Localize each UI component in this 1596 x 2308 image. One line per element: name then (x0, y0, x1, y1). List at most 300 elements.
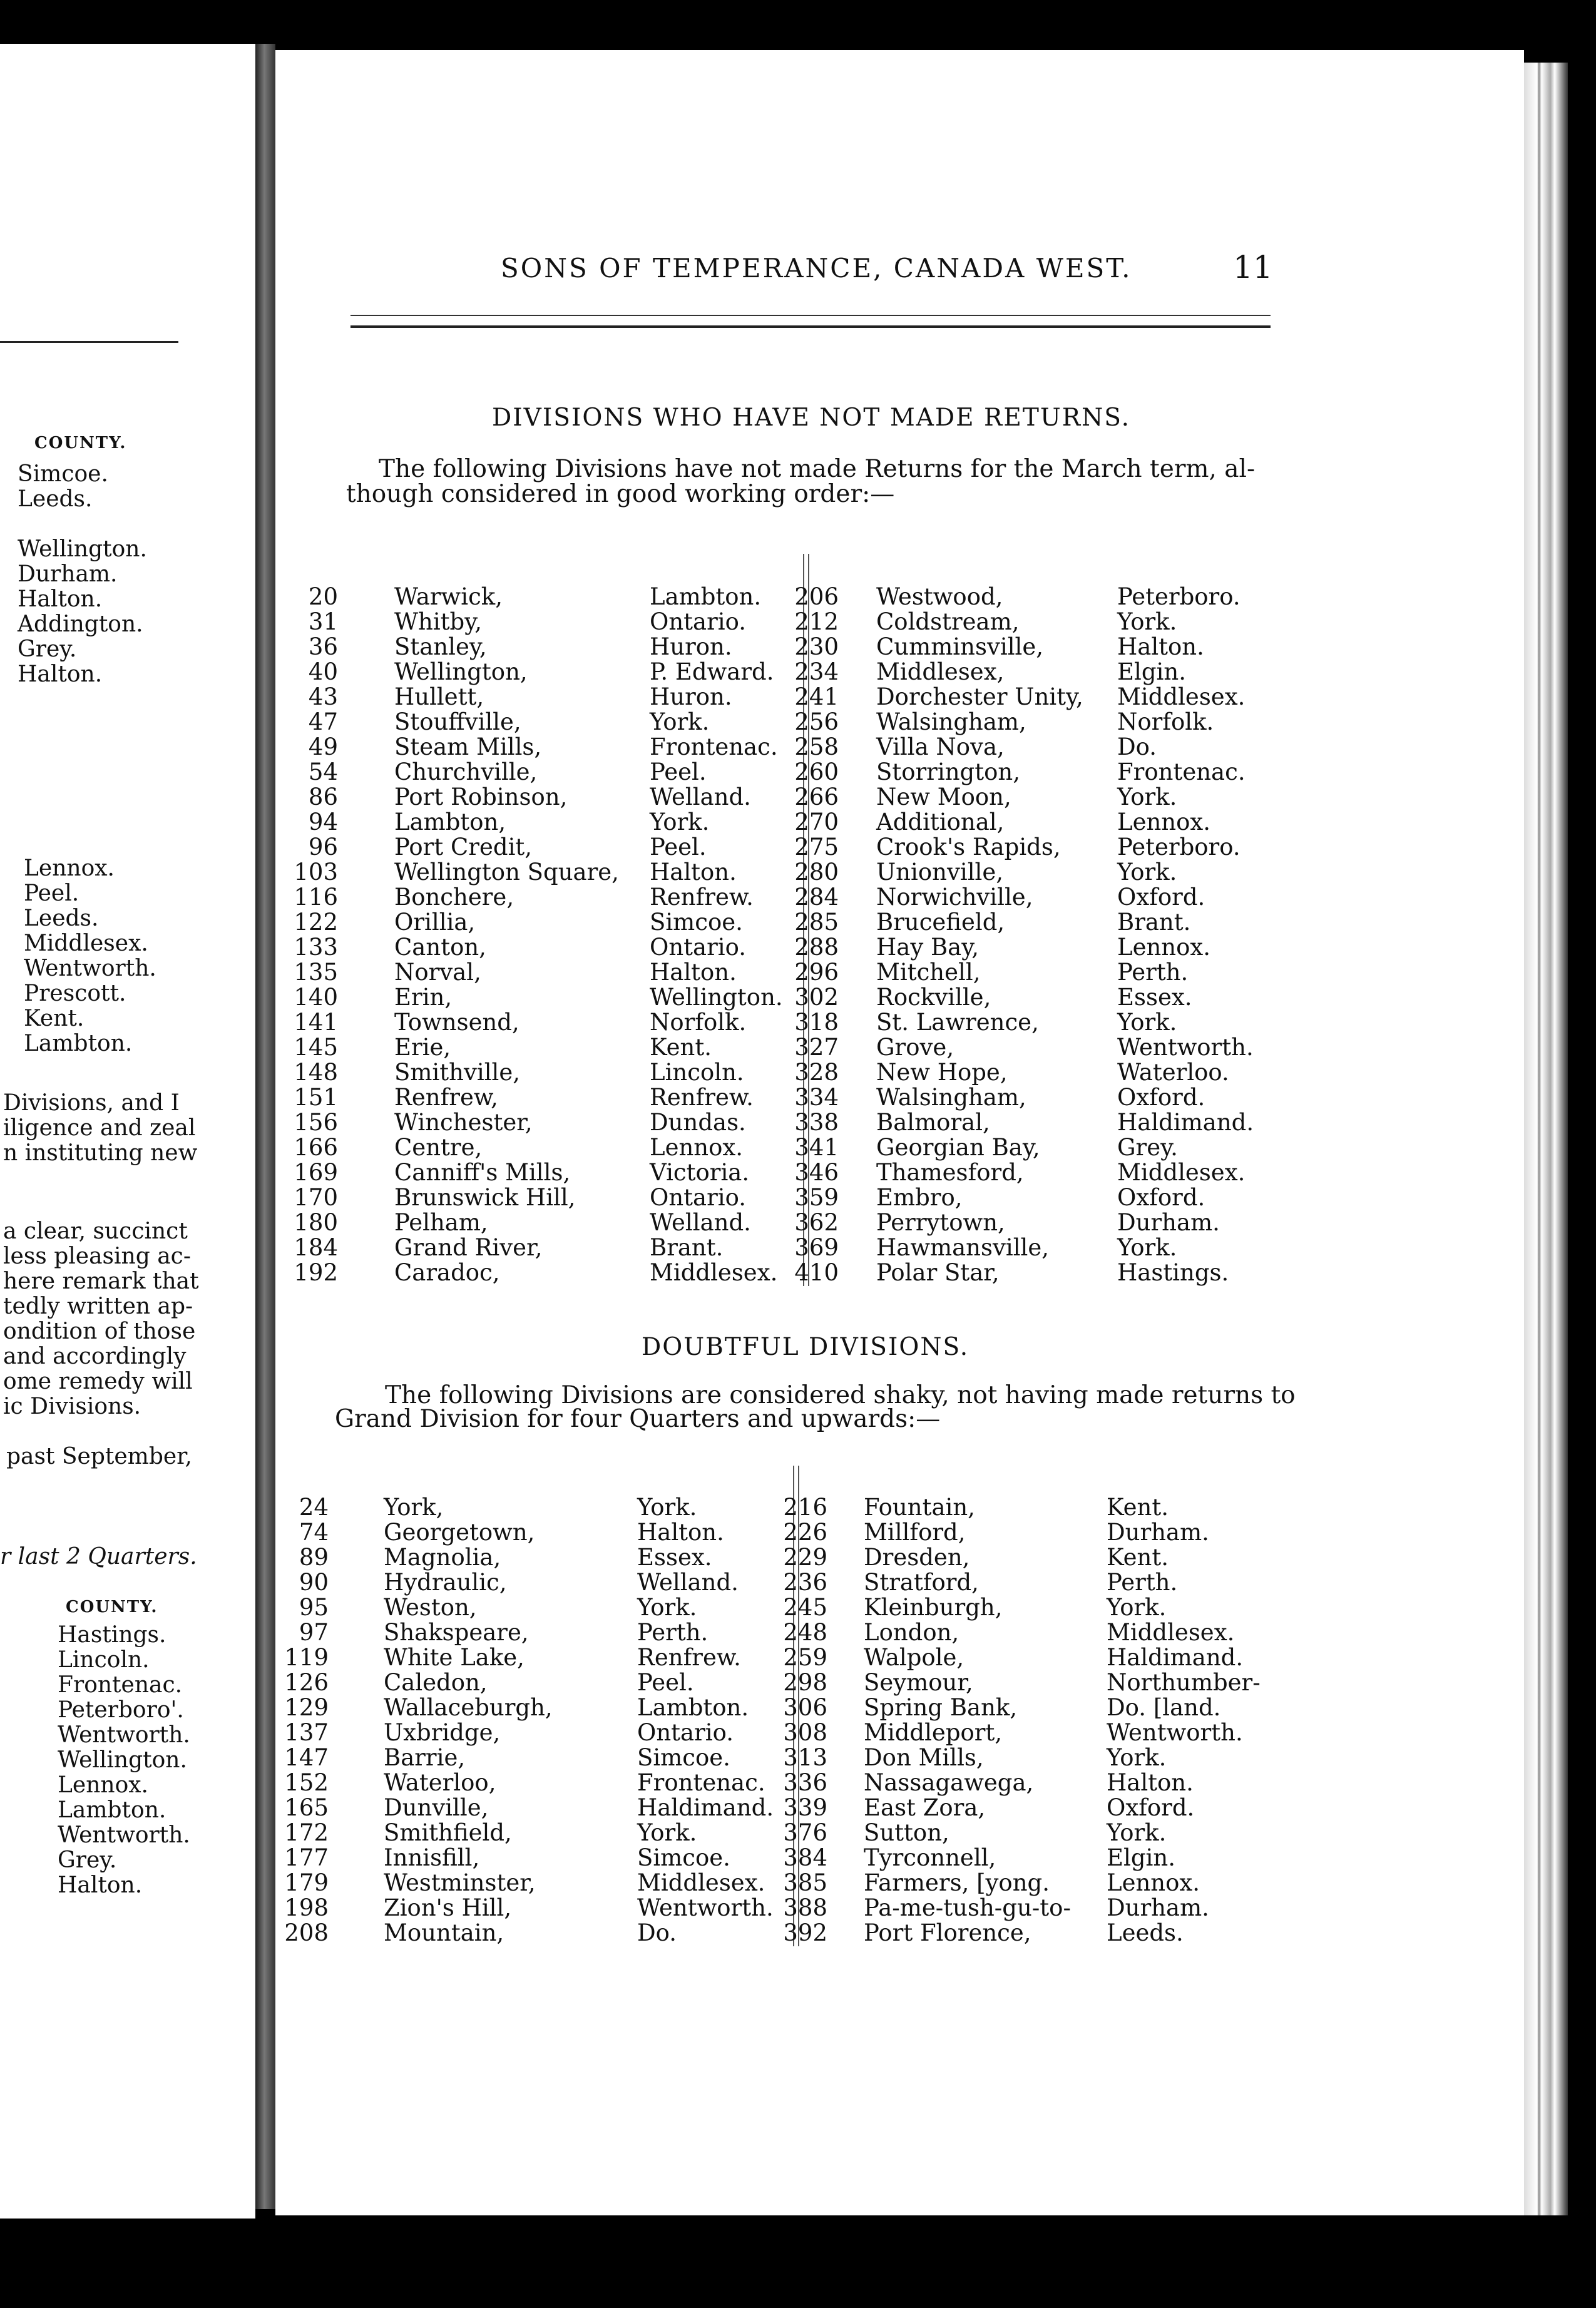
division-county: Perth. (637, 1619, 708, 1646)
division-county: Norfolk. (650, 1009, 747, 1036)
division-number: 43 (308, 683, 338, 710)
table-row (275, 585, 1524, 610)
division-name: Kleinburgh, (864, 1594, 1003, 1621)
division-name: Norval, (394, 959, 481, 986)
division-name: Millford, (864, 1519, 966, 1546)
division-county: Lincoln. (650, 1059, 744, 1086)
division-number: 129 (284, 1694, 329, 1721)
division-county: Lambton. (637, 1694, 749, 1721)
text-line: past September, (6, 1444, 192, 1469)
division-name: Villa Nova, (876, 733, 1005, 760)
division-county: Renfrew. (637, 1644, 741, 1671)
division-number: 40 (308, 658, 338, 685)
division-number: 385 (783, 1869, 827, 1896)
division-county: Middlesex. (1107, 1619, 1235, 1646)
division-name: Norwichville, (876, 884, 1033, 911)
section-title-doubtful: DOUBTFUL DIVISIONS. (642, 1333, 969, 1361)
division-name: Walsingham, (876, 708, 1026, 735)
division-county: York. (637, 1819, 697, 1846)
division-county: Hastings. (1117, 1259, 1229, 1286)
header-rule-thick (350, 325, 1271, 328)
division-county: Ontario. (650, 608, 746, 635)
division-name: Sutton, (864, 1819, 949, 1846)
division-number: 359 (794, 1184, 839, 1211)
division-county: Lennox. (650, 1134, 744, 1161)
header-rule-thin (350, 315, 1271, 316)
division-name: York, (384, 1494, 444, 1521)
division-county: Wentworth. (1107, 1719, 1243, 1746)
division-name: Erie, (394, 1034, 451, 1061)
division-number: 376 (783, 1819, 827, 1846)
division-county: Huron. (650, 683, 732, 710)
division-county: Halton. (650, 859, 737, 886)
division-number: 166 (294, 1134, 338, 1161)
division-name: White Lake, (384, 1644, 524, 1671)
table-row (275, 1671, 1524, 1696)
division-number: 236 (783, 1569, 827, 1596)
division-county: Haldimand. (1107, 1644, 1244, 1671)
division-name: Storrington, (876, 758, 1020, 785)
county-entry: Halton. (18, 586, 103, 612)
table-row (275, 1921, 1524, 1946)
division-name: Brunswick Hill, (394, 1184, 576, 1211)
division-name: Whitby, (394, 608, 482, 635)
county-entry: Leeds. (24, 906, 99, 931)
division-name: Wellington Square, (394, 859, 619, 886)
division-number: 54 (308, 758, 338, 785)
division-county: Middlesex. (650, 1259, 778, 1286)
division-number: 151 (294, 1084, 338, 1111)
division-name: Magnolia, (384, 1544, 501, 1571)
division-county: Norfolk. (1117, 708, 1214, 735)
division-county: Grey. (1117, 1134, 1178, 1161)
table-row (275, 760, 1524, 785)
division-number: 169 (294, 1159, 338, 1186)
table-row (275, 735, 1524, 760)
division-name: Zion's Hill, (384, 1894, 512, 1921)
division-name: Thamesford, (876, 1159, 1024, 1186)
division-county: Frontenac. (1117, 758, 1246, 785)
division-name: Shakspeare, (384, 1619, 529, 1646)
division-number: 86 (308, 784, 338, 810)
division-name: Perrytown, (876, 1209, 1005, 1236)
division-number: 258 (794, 733, 839, 760)
book-gutter (255, 44, 275, 2209)
division-county: Renfrew. (650, 1084, 754, 1111)
division-name: Farmers, [yong. (864, 1869, 1050, 1896)
division-number: 284 (794, 884, 839, 911)
division-number: 31 (308, 608, 338, 635)
division-county: York. (1107, 1744, 1167, 1771)
division-county: Durham. (1117, 1209, 1220, 1236)
division-number: 179 (284, 1869, 329, 1896)
division-name: Wellington, (394, 658, 528, 685)
division-county: Lennox. (1117, 934, 1211, 961)
table-row (275, 685, 1524, 710)
division-number: 137 (284, 1719, 329, 1746)
division-county: York. (1107, 1594, 1167, 1621)
county-entry: Prescott. (24, 981, 126, 1006)
county-entry: Lambton. (24, 1031, 133, 1056)
table-row (275, 1036, 1524, 1061)
text-line: ondition of those (3, 1319, 196, 1344)
section2-intro-line2: Grand Division for four Quarters and upwards:— (335, 1405, 941, 1433)
county-header: COUNTY. (66, 1598, 158, 1616)
division-name: Lambton, (394, 809, 506, 835)
text-line: tedly written ap- (3, 1294, 193, 1319)
table-row (275, 1771, 1524, 1796)
division-name: Caradoc, (394, 1259, 500, 1286)
division-number: 147 (284, 1744, 329, 1771)
county-entry: Wentworth. (58, 1822, 190, 1848)
table-row (275, 835, 1524, 860)
table-row (275, 1721, 1524, 1746)
division-county: York. (1117, 859, 1177, 886)
text-line: less pleasing ac- (3, 1243, 191, 1269)
division-name: London, (864, 1619, 959, 1646)
division-county: Oxford. (1117, 884, 1205, 911)
division-name: Centre, (394, 1134, 483, 1161)
county-entry: Middlesex. (24, 931, 148, 956)
left-page-rule (0, 341, 178, 343)
table-row (275, 886, 1524, 911)
table-row (275, 1546, 1524, 1571)
division-county: Welland. (650, 784, 751, 810)
division-county: York. (1117, 1009, 1177, 1036)
division-county: Waterloo. (1117, 1059, 1229, 1086)
division-name: Polar Star, (876, 1259, 1000, 1286)
table-row (275, 1696, 1524, 1721)
division-number: 338 (794, 1109, 839, 1136)
division-name: Georgian Bay, (876, 1134, 1040, 1161)
division-county: Haldimand. (1117, 1109, 1254, 1136)
text-line: and accordingly (3, 1344, 187, 1369)
table-row (275, 710, 1524, 735)
division-county: Middlesex. (1117, 683, 1246, 710)
division-number: 103 (294, 859, 338, 886)
division-name: Innisfill, (384, 1844, 480, 1871)
division-county: Lennox. (1107, 1869, 1200, 1896)
division-county: Wentworth. (637, 1894, 774, 1921)
table-row (275, 986, 1524, 1011)
table-row (275, 1521, 1524, 1546)
table-row (275, 1496, 1524, 1521)
division-number: 296 (794, 959, 839, 986)
division-county: Durham. (1107, 1894, 1209, 1921)
division-number: 341 (794, 1134, 839, 1161)
division-county: Leeds. (1107, 1919, 1184, 1946)
table-row (275, 785, 1524, 810)
county-entry: Simcoe. (18, 461, 108, 487)
division-county: Oxford. (1117, 1184, 1205, 1211)
county-entry: Lambton. (58, 1797, 166, 1823)
division-name: Port Credit, (394, 834, 533, 860)
division-number: 334 (794, 1084, 839, 1111)
division-name: Waterloo, (384, 1769, 496, 1796)
county-entry: Hastings. (58, 1622, 166, 1648)
division-county: Oxford. (1107, 1794, 1195, 1821)
table-row (275, 1061, 1524, 1086)
division-number: 126 (284, 1669, 329, 1696)
division-name: Walpole, (864, 1644, 964, 1671)
division-number: 216 (783, 1494, 827, 1521)
table-row (275, 810, 1524, 835)
division-name: Smithville, (394, 1059, 521, 1086)
division-name: Mitchell, (876, 959, 981, 986)
division-county: York. (1107, 1819, 1167, 1846)
table-row (275, 1596, 1524, 1621)
county-entry: Addington. (18, 611, 143, 637)
table-row (275, 1186, 1524, 1211)
division-name: Orillia, (394, 909, 476, 936)
page-number: 11 (1233, 249, 1273, 285)
division-number: 36 (308, 633, 338, 660)
division-number: 410 (794, 1259, 839, 1286)
table-row (275, 1846, 1524, 1871)
county-entry: Grey. (58, 1847, 117, 1873)
county-entry: Peel. (24, 881, 79, 906)
division-number: 306 (783, 1694, 827, 1721)
division-county: Ontario. (650, 934, 746, 961)
division-number: 248 (783, 1619, 827, 1646)
division-name: Steam Mills, (394, 733, 542, 760)
division-county: Simcoe. (650, 909, 743, 936)
division-county: Perth. (1117, 959, 1189, 986)
division-number: 192 (294, 1259, 338, 1286)
county-entry: Durham. (18, 561, 118, 587)
division-number: 259 (783, 1644, 827, 1671)
table-row (275, 1111, 1524, 1136)
right-page (275, 50, 1524, 2215)
division-name: Embro, (876, 1184, 963, 1211)
division-county: Wentworth. (1117, 1034, 1254, 1061)
division-name: Smithfield, (384, 1819, 512, 1846)
division-number: 133 (294, 934, 338, 961)
division-name: Rockville, (876, 984, 991, 1011)
division-number: 148 (294, 1059, 338, 1086)
section-title-not-made-returns: DIVISIONS WHO HAVE NOT MADE RETURNS. (492, 404, 1130, 432)
division-county: Oxford. (1117, 1084, 1205, 1111)
division-name: Coldstream, (876, 608, 1020, 635)
text-line: a clear, succinct (3, 1218, 188, 1244)
division-county: Essex. (1117, 984, 1192, 1011)
division-name: Renfrew, (394, 1084, 498, 1111)
table-row (275, 1571, 1524, 1596)
division-number: 288 (794, 934, 839, 961)
division-number: 234 (794, 658, 839, 685)
division-number: 260 (794, 758, 839, 785)
division-name: Cumminsville, (876, 633, 1044, 660)
division-number: 122 (294, 909, 338, 936)
division-county: York. (1117, 608, 1177, 635)
text-line: ic Divisions. (3, 1394, 141, 1419)
table-row (275, 1796, 1524, 1821)
division-name: Don Mills, (864, 1744, 984, 1771)
division-name: Walsingham, (876, 1084, 1026, 1111)
division-county: Peterboro. (1117, 834, 1240, 860)
division-number: 135 (294, 959, 338, 986)
division-number: 89 (299, 1544, 329, 1571)
division-number: 20 (308, 583, 338, 610)
table-row (275, 1821, 1524, 1846)
county-entry: Lincoln. (58, 1647, 150, 1673)
division-number: 369 (794, 1234, 839, 1261)
division-name: Erin, (394, 984, 453, 1011)
county-entry: Halton. (18, 661, 103, 687)
division-county: Peel. (637, 1669, 694, 1696)
division-name: New Hope, (876, 1059, 1008, 1086)
division-name: Dunville, (384, 1794, 489, 1821)
county-entry: Kent. (24, 1006, 84, 1031)
division-number: 308 (783, 1719, 827, 1746)
division-name: East Zora, (864, 1794, 986, 1821)
division-number: 230 (794, 633, 839, 660)
table-row (275, 911, 1524, 936)
division-name: Middleport, (864, 1719, 1003, 1746)
division-number: 47 (308, 708, 338, 735)
table-row (275, 1161, 1524, 1186)
division-county: Do. (637, 1919, 677, 1946)
division-county: Dundas. (650, 1109, 746, 1136)
division-name: Port Florence, (864, 1919, 1031, 1946)
division-number: 96 (308, 834, 338, 860)
division-number: 49 (308, 733, 338, 760)
table-row (275, 1746, 1524, 1771)
division-county: Welland. (637, 1569, 739, 1596)
division-name: Stouffville, (394, 708, 521, 735)
division-name: Mountain, (384, 1919, 504, 1946)
division-county: York. (1117, 1234, 1177, 1261)
division-number: 180 (294, 1209, 338, 1236)
division-number: 74 (299, 1519, 329, 1546)
section2-intro-line1: The following Divisions are considered shaky, not having made returns to (385, 1381, 1296, 1409)
left-page (0, 44, 255, 2219)
division-number: 241 (794, 683, 839, 710)
division-county: Ontario. (637, 1719, 734, 1746)
county-entry: Peterboro'. (58, 1697, 184, 1723)
division-county: Middlesex. (637, 1869, 765, 1896)
division-number: 384 (783, 1844, 827, 1871)
division-county: York. (650, 708, 710, 735)
division-number: 206 (794, 583, 839, 610)
division-name: Bonchere, (394, 884, 514, 911)
page-edges (1524, 63, 1568, 2215)
county-entry: Frontenac. (58, 1672, 183, 1698)
division-number: 140 (294, 984, 338, 1011)
division-number: 24 (299, 1494, 329, 1521)
table-row (275, 860, 1524, 886)
division-county: Lambton. (650, 583, 762, 610)
division-name: Georgetown, (384, 1519, 535, 1546)
division-name: Seymour, (864, 1669, 973, 1696)
division-county: Elgin. (1117, 658, 1186, 685)
table-row (275, 660, 1524, 685)
division-number: 318 (794, 1009, 839, 1036)
division-county: Frontenac. (650, 733, 778, 760)
running-header: SONS OF TEMPERANCE, CANADA WEST. (501, 253, 1132, 283)
division-number: 245 (783, 1594, 827, 1621)
division-number: 90 (299, 1569, 329, 1596)
division-county: Brant. (1117, 909, 1191, 936)
division-county: Brant. (650, 1234, 724, 1261)
text-line: Divisions, and I (3, 1090, 180, 1116)
division-county: Kent. (650, 1034, 712, 1061)
division-number: 198 (284, 1894, 329, 1921)
division-number: 226 (783, 1519, 827, 1546)
table-row (275, 961, 1524, 986)
division-county: Frontenac. (637, 1769, 765, 1796)
division-county: Ontario. (650, 1184, 746, 1211)
division-county: Welland. (650, 1209, 751, 1236)
division-number: 339 (783, 1794, 827, 1821)
table-row (275, 610, 1524, 635)
section1-intro-line1: The following Divisions have not made Returns for the March term, al- (379, 455, 1256, 483)
division-county: York. (637, 1594, 697, 1621)
division-county: Do. (1117, 733, 1157, 760)
division-name: Tyrconnell, (864, 1844, 996, 1871)
division-name: Fountain, (864, 1494, 975, 1521)
division-county: Kent. (1107, 1494, 1169, 1521)
division-county: Wellington. (650, 984, 783, 1011)
division-number: 298 (783, 1669, 827, 1696)
division-county: Do. [land. (1107, 1694, 1221, 1721)
county-entry: Wellington. (18, 536, 147, 562)
table-row (275, 1621, 1524, 1646)
division-number: 184 (294, 1234, 338, 1261)
section1-intro-line2: though considered in good working order:— (346, 480, 895, 508)
county-entry: Lennox. (24, 855, 115, 881)
division-county: Northumber- (1107, 1669, 1261, 1696)
division-number: 141 (294, 1009, 338, 1036)
division-name: Grand River, (394, 1234, 543, 1261)
division-number: 145 (294, 1034, 338, 1061)
division-name: Wallaceburgh, (384, 1694, 553, 1721)
division-number: 177 (284, 1844, 329, 1871)
division-name: Townsend, (394, 1009, 519, 1036)
division-number: 362 (794, 1209, 839, 1236)
division-name: Barrie, (384, 1744, 466, 1771)
division-number: 275 (794, 834, 839, 860)
division-number: 280 (794, 859, 839, 886)
division-county: Renfrew. (650, 884, 754, 911)
division-number: 302 (794, 984, 839, 1011)
division-county: Haldimand. (637, 1794, 774, 1821)
division-name: Dresden, (864, 1544, 970, 1571)
text-line: n instituting new (3, 1140, 198, 1166)
division-name: Warwick, (394, 583, 503, 610)
division-number: 327 (794, 1034, 839, 1061)
text-line: r last 2 Quarters. (0, 1544, 197, 1570)
division-name: Dorchester Unity, (876, 683, 1083, 710)
county-entry: Wentworth. (58, 1722, 190, 1748)
division-name: New Moon, (876, 784, 1011, 810)
division-name: Hullett, (394, 683, 484, 710)
county-entry: Wellington. (58, 1747, 187, 1773)
division-county: Peel. (650, 758, 707, 785)
division-name: Winchester, (394, 1109, 533, 1136)
division-name: Westwood, (876, 583, 1003, 610)
county-entry: Wentworth. (24, 956, 156, 981)
division-number: 212 (794, 608, 839, 635)
division-county: Peterboro. (1117, 583, 1240, 610)
division-number: 270 (794, 809, 839, 835)
division-county: Huron. (650, 633, 732, 660)
division-number: 313 (783, 1744, 827, 1771)
division-county: P. Edward. (650, 658, 774, 685)
table-row (275, 1211, 1524, 1236)
table-row (275, 635, 1524, 660)
division-name: Brucefield, (876, 909, 1005, 936)
